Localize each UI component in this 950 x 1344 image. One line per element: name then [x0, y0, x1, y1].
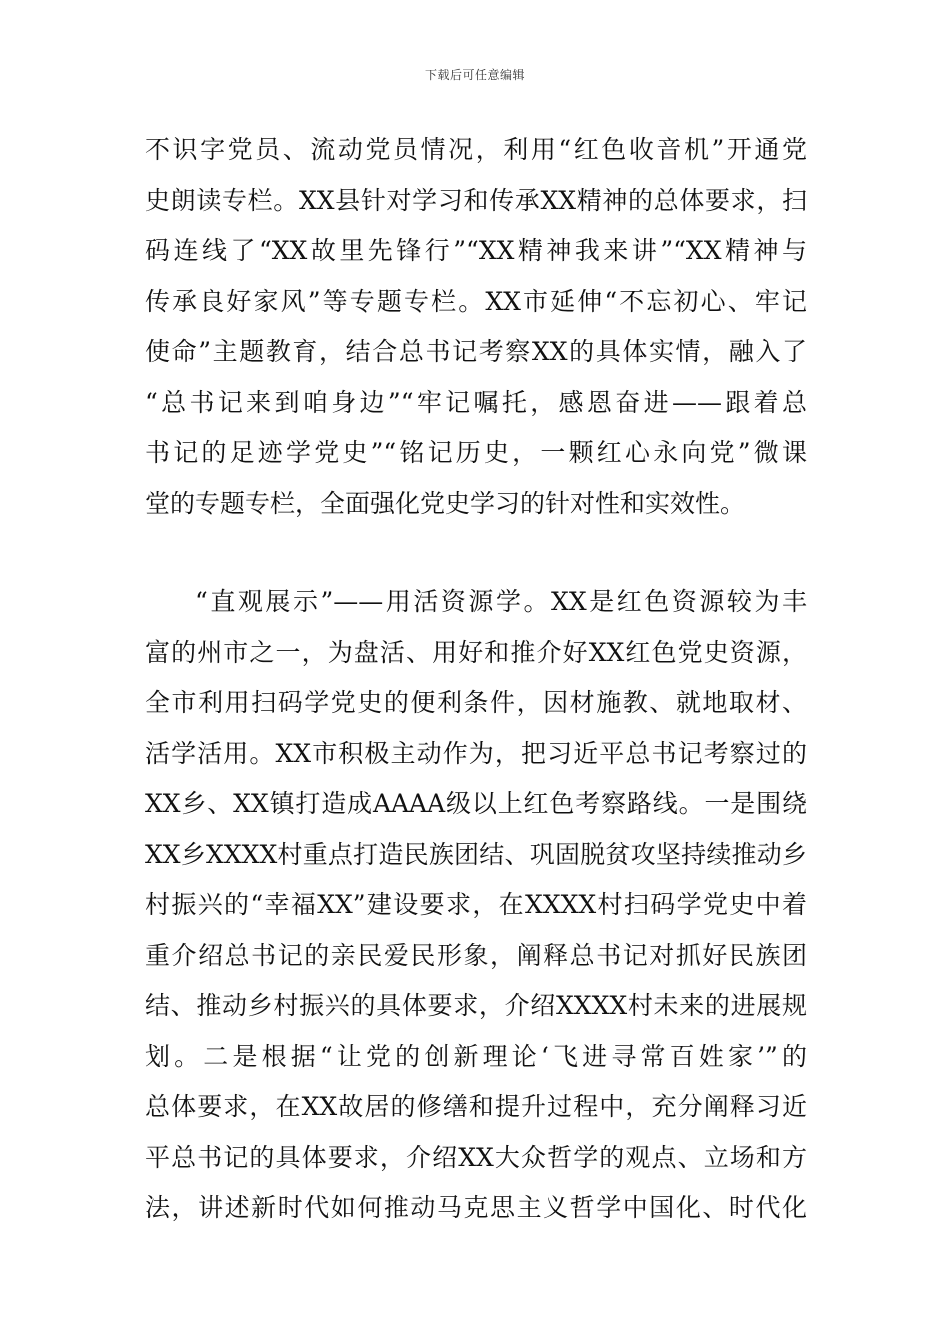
text-line: 史朗读专栏。XX县针对学习和传承XX精神的总体要求，扫 — [145, 185, 807, 215]
text-line: 总体要求，在XX故居的修缮和提升过程中，充分阐释习近 — [145, 1092, 807, 1121]
paragraph-1 — [145, 125, 807, 529]
text-line: 堂的专题专栏，全面强化党史学习的针对性和实效性。 — [145, 488, 746, 518]
text-line: 重介绍总书记的亲民爱民形象，阐释总书记对抓好民族团 — [145, 940, 807, 970]
text-line: XX乡、XX镇打造成AAAA级以上红色考察路线。一是围绕 — [145, 789, 807, 818]
paragraph-2 — [145, 577, 807, 1234]
text-line: 书记的足迹学党史”“铭记历史，一颗红心永向党”微课 — [145, 438, 807, 467]
text-line: 全市利用扫码学党史的便利条件，因材施教、就地取材、 — [145, 688, 807, 717]
text-line: 平总书记的具体要求，介绍XX大众哲学的观点、立场和方 — [145, 1142, 807, 1172]
text-line: 使命”主题教育，结合总书记考察XX的具体实情，融入了 — [145, 337, 807, 366]
text-line: 划。二是根据“让党的创新理论‘飞进寻常百姓家’”的 — [145, 1041, 807, 1071]
text-line: “直观展示”——用活资源学。XX是红色资源较为丰 — [195, 587, 807, 616]
text-line: “总书记来到咱身边”“牢记嘱托，感恩奋进——跟着总 — [145, 387, 807, 417]
text-line: 码连线了“XX故里先锋行”“XX精神我来讲”“XX精神与 — [145, 236, 807, 265]
text-line: 不识字党员、流动党员情况，利用“红色收音机”开通党 — [145, 135, 807, 164]
text-line: 传承良好家风”等专题专栏。XX市延伸“不忘初心、牢记 — [145, 286, 807, 316]
text-line: 法，讲述新时代如何推动马克思主义哲学中国化、时代化 — [145, 1193, 807, 1222]
text-line: 富的州市之一，为盘活、用好和推介好XX红色党史资源， — [145, 637, 807, 667]
page-header-note: 下载后可任意编辑 — [424, 68, 525, 82]
text-line: 活学活用。XX市积极主动作为，把习近平总书记考察过的 — [145, 738, 807, 768]
text-line: 结、推动乡村振兴的具体要求，介绍XXXX村未来的进展规 — [145, 991, 807, 1020]
text-line: XX乡XXXX村重点打造民族团结、巩固脱贫攻坚持续推动乡 — [145, 839, 807, 869]
text-line: 村振兴的“幸福XX”建设要求，在XXXX村扫码学党史中着 — [145, 890, 807, 919]
